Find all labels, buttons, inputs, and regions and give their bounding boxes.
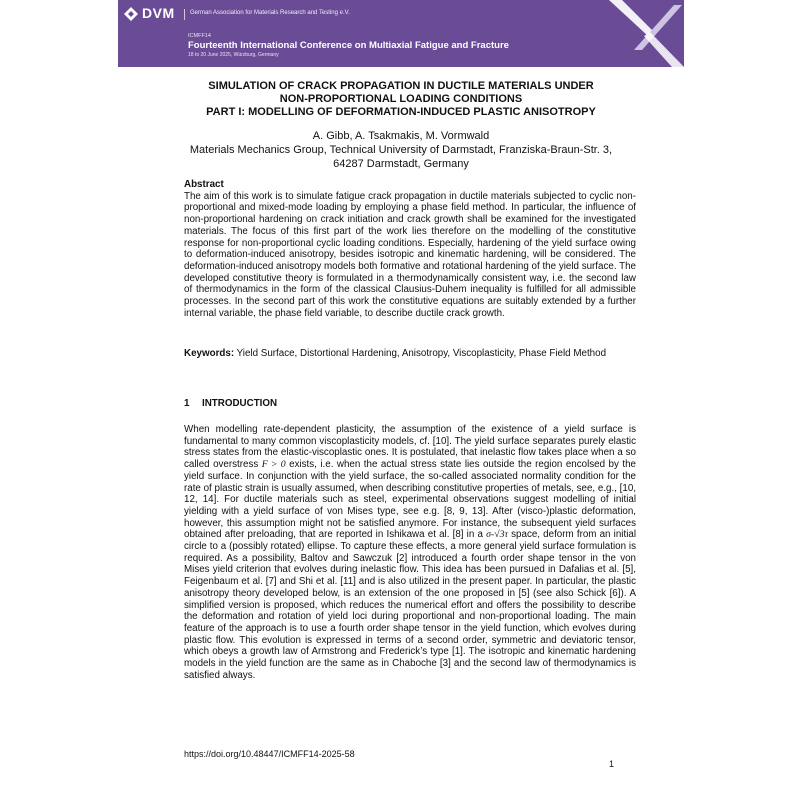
paper-page <box>118 0 684 800</box>
keywords-label: Keywords: <box>184 348 235 359</box>
dvm-logo-text: DVM <box>142 5 175 21</box>
intro-text-part: When modelling rate-dependent plasticity, the assumption of the existence of a yield surface is fundamental to many common viscoplasticity models, cf. [10]. The yield surface separates purely elastic stress states from the elastic-viscoplastic ones. It is postulated, that inelastic flow takes place when a so called overstress <box>184 424 636 471</box>
title-line: PART I: MODELLING OF DEFORMATION-INDUCED PLASTIC ANISOTROPY <box>206 106 596 118</box>
intro-text-part: exists, i.e. when the actual stress state lies outside the region encolsed by the yield surface. In conjunction with the yield surface, the so-called associated normality condition for the rate of plastic strain is usually assumed, when describing constitutive properties of metals, see, e.g., [10, 12, 14]. For ductile materials such as steel, experimental observations suggest modelling of initial yielding with a yield surface of von Mises type, see e.g. [8, 9, 13]. After (visco-)plastic deformation, however, this assumption might not be satisfied anymore. For instance, the subsequent yield surfaces obtained after preloading, that are reported in Ishikawa et al. [8] in a <box>184 459 636 541</box>
affiliation-line: Materials Mechanics Group, Technical University of Darmstadt, Franziska-Braun-Str. 3, <box>189 144 613 156</box>
section-heading <box>184 398 277 409</box>
banner-x-graphic <box>604 0 684 67</box>
abstract-heading: Abstract <box>184 179 224 190</box>
section-title: INTRODUCTION <box>202 398 278 409</box>
abstract-text: The aim of this work is to simulate fatigue crack propagation in ductile materials subjected to cyclic non-proportional and mixed-mode loading by employing a phase field method. In particular, the influence of non-proportional hardening on crack initiation and crack growth shall be examined for the investigated materials. The focus of this first part of the work lies therefore on the modelling of the constitutive response for non-proportional cyclic loading conditions. Especially, hardening of the yield surface owing to deformation-induced anisotropy, besides isotropic and kinematic hardening, will be considered. The deformation-induced anisotropy models both formative and rotational hardening of the yield surface. The developed constitutive theory is formulated in a thermodynamically consistent way, i.e. the second law of thermodynamics in the form of the classical Clausius-Duhem inequality is fulfilled for all admissible processes. In the second part of this work the constitutive equations are suitably extended by a further internal variable, the phase field variable, to describe ductile crack growth. <box>184 190 636 319</box>
conference-date: 18 to 20 June 2025, Würzburg, Germany <box>188 52 279 58</box>
introduction-paragraph <box>184 424 636 681</box>
math-stress-space: σ-√3τ <box>486 529 508 541</box>
logo-divider <box>184 9 185 20</box>
conference-banner <box>118 0 684 67</box>
conference-short-name: ICMFF14 <box>188 33 211 39</box>
math-overstress: F > 0 <box>261 459 286 471</box>
organization-name: German Association for Materials Research and Testing e.V. <box>190 10 350 16</box>
dvm-diamond-icon <box>124 7 138 21</box>
author-names: A. Gibb, A. Tsakmakis, M. Vormwald <box>312 130 490 142</box>
paper-title <box>138 80 664 119</box>
doi-link[interactable]: https://doi.org/10.48447/ICMFF14-2025-58 <box>184 749 355 759</box>
keywords-paragraph <box>184 348 636 360</box>
author-block <box>138 129 664 171</box>
keywords-text: Yield Surface, Distortional Hardening, Anisotropy, Viscoplasticity, Phase Field Method <box>236 348 607 359</box>
affiliation-line: 64287 Darmstadt, Germany <box>333 158 469 170</box>
abstract-section <box>184 179 636 319</box>
section-number: 1 <box>184 398 190 409</box>
page-number: 1 <box>608 759 614 769</box>
conference-title: Fourteenth International Conference on Multiaxial Fatigue and Fracture <box>188 40 509 51</box>
title-line: SIMULATION OF CRACK PROPAGATION IN DUCTILE MATERIALS UNDER <box>208 80 594 92</box>
title-line: NON-PROPORTIONAL LOADING CONDITIONS <box>279 93 523 105</box>
intro-text-part: space, deform from an initial circle to a (possibly rotated) ellipse. To capture these effects, a more general yield surface formulation is required. As a possibility, Baltov and Sawczuk [2] introduced a fourth order shape tensor in the von Mises yield criterion that evolves during inelastic flow. This idea has been pursued in Dafalias et al. [5], Feigenbaum et al. [7] and Shi et al. [11] and is also utilized in the present paper. In particular, the plastic anisotropy theory developed below, is an extension of the one proposed in [5] (see also Schick [6]). A simplified version is proposed, which reduces the numerical effort and offers the possibility to describe the deformation and rotation of yield loci during proportional and non-proportional loading. The main feature of the approach is to use a fourth order shape tensor in the yield function, which evolves during plastic flow. This evolution is expressed in terms of a second order, symmetric and deviatoric tensor, which obeys a growth law of Armstrong and Frederick’s type [1]. The isotropic and kinematic hardening models in the yield function are the same as in Chaboche [3] and the second law of thermodynamics is satisfied always. <box>184 529 637 681</box>
